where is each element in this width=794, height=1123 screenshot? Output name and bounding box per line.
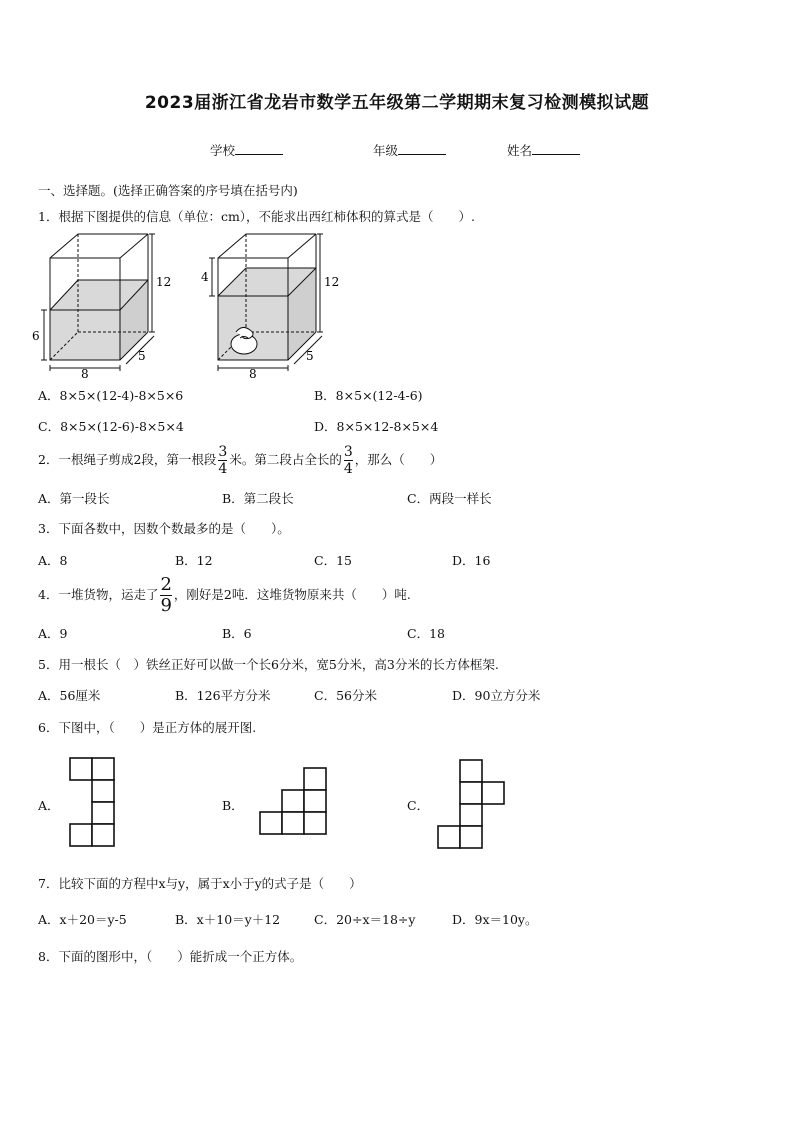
q1-option-d[interactable]: D．8×5×12-8×5×4 [314, 419, 439, 434]
q1-figure-container-tomato [200, 228, 350, 378]
q3-option-a[interactable]: A．8 [38, 553, 68, 568]
question-5-text: 5．用一根长（ ）铁丝正好可以做一个长6分米，宽5分米，高3分米的长方体框架. [38, 657, 499, 672]
q3-option-c[interactable]: C．15 [314, 553, 352, 568]
fig2-label-12: 12 [324, 275, 340, 289]
q7-option-b[interactable]: B．x＋10＝y＋12 [175, 912, 281, 927]
q2-text-pre: 2．一根绳子剪成2段，第一根段 [38, 452, 217, 467]
fig1-label-5: 5 [138, 349, 146, 363]
page-title: 2023届浙江省龙岩市数学五年级第二学期期末复习检测模拟试题 [144, 93, 650, 113]
fig2-label-5: 5 [306, 349, 314, 363]
q6-option-a[interactable]: A． [38, 798, 60, 813]
question-4-text [38, 573, 411, 617]
question-8-text: 8．下面的图形中，（ ）能折成一个正方体。 [38, 949, 303, 964]
name-label: 姓名 [507, 143, 533, 158]
name-field [507, 141, 580, 159]
q5-option-d[interactable]: D．90立方分米 [452, 688, 541, 703]
school-label: 学校 [210, 143, 236, 158]
question-7-text: 7．比较下面的方程中x与y，属于x小于y的式子是（ ） [38, 876, 362, 891]
school-field [210, 141, 283, 159]
name-blank[interactable] [532, 142, 580, 155]
q4-frac-den: 9 [160, 595, 172, 616]
q5-option-c[interactable]: C．56分米 [314, 688, 377, 703]
q2-fraction-2 [344, 445, 353, 476]
q2-frac1-den: 4 [218, 461, 228, 477]
q2-option-c[interactable]: C．两段一样长 [407, 491, 492, 506]
q1-option-b[interactable]: B．8×5×(12-4-6) [314, 388, 423, 403]
q2-option-a[interactable]: A．第一段长 [38, 491, 110, 506]
q3-option-b[interactable]: B．12 [175, 553, 213, 568]
q1-option-c[interactable]: C．8×5×(12-6)-8×5×4 [38, 419, 184, 434]
question-3-text: 3．下面各数中，因数个数最多的是（ ）。 [38, 521, 290, 536]
q4-option-a[interactable]: A．9 [38, 626, 68, 641]
q2-frac1-num: 3 [218, 444, 228, 460]
q6-net-a[interactable] [68, 756, 116, 850]
q1-option-a[interactable]: A．8×5×(12-4)-8×5×6 [38, 388, 184, 403]
q5-option-a[interactable]: A．56厘米 [38, 688, 101, 703]
q2-frac2-den: 4 [343, 461, 353, 477]
q6-net-b[interactable] [258, 766, 330, 838]
q4-frac-num: 2 [160, 574, 172, 595]
q7-option-a[interactable]: A．x＋20＝y-5 [38, 912, 127, 927]
q2-text-post: ，那么（ ） [354, 452, 443, 467]
grade-field [373, 141, 446, 159]
question-6-text: 6．下图中，（ ）是正方体的展开图. [38, 720, 257, 735]
section-heading: 一、选择题。(选择正确答案的序号填在括号内) [38, 183, 298, 198]
q2-frac2-num: 3 [343, 444, 353, 460]
q4-option-c[interactable]: C．18 [407, 626, 445, 641]
question-2-text [38, 440, 442, 480]
q7-option-d[interactable]: D．9x＝10y。 [452, 912, 538, 927]
q5-option-b[interactable]: B．126平方分米 [175, 688, 271, 703]
q1-figure-container-empty [30, 228, 180, 378]
question-1-text: 1．根据下图提供的信息（单位：cm），不能求出西红柿体积的算式是（ ）. [38, 209, 476, 224]
q2-text-mid: 米。第二段占全长的 [229, 452, 342, 467]
grade-blank[interactable] [398, 142, 446, 155]
q3-option-d[interactable]: D．16 [452, 553, 491, 568]
q2-option-b[interactable]: B．第二段长 [222, 491, 294, 506]
fig1-label-6: 6 [32, 329, 40, 343]
fig2-label-4: 4 [201, 270, 209, 284]
grade-label: 年级 [373, 143, 399, 158]
q2-fraction-1 [218, 445, 227, 476]
q7-option-c[interactable]: C．20÷x＝18÷y [314, 912, 416, 927]
q4-text-pre: 4．一堆货物，运走了 [38, 587, 159, 602]
fig1-label-8: 8 [81, 367, 89, 378]
q4-text-post: ，刚好是2吨．这堆货物原来共（ ）吨. [173, 587, 411, 602]
q4-fraction [160, 576, 171, 615]
fig1-label-12: 12 [156, 275, 172, 289]
q6-net-c[interactable] [436, 758, 508, 852]
q6-option-c[interactable]: C． [407, 798, 430, 813]
school-blank[interactable] [235, 142, 283, 155]
q6-option-b[interactable]: B． [222, 798, 244, 813]
q4-option-b[interactable]: B．6 [222, 626, 252, 641]
fig2-label-8: 8 [249, 367, 257, 378]
